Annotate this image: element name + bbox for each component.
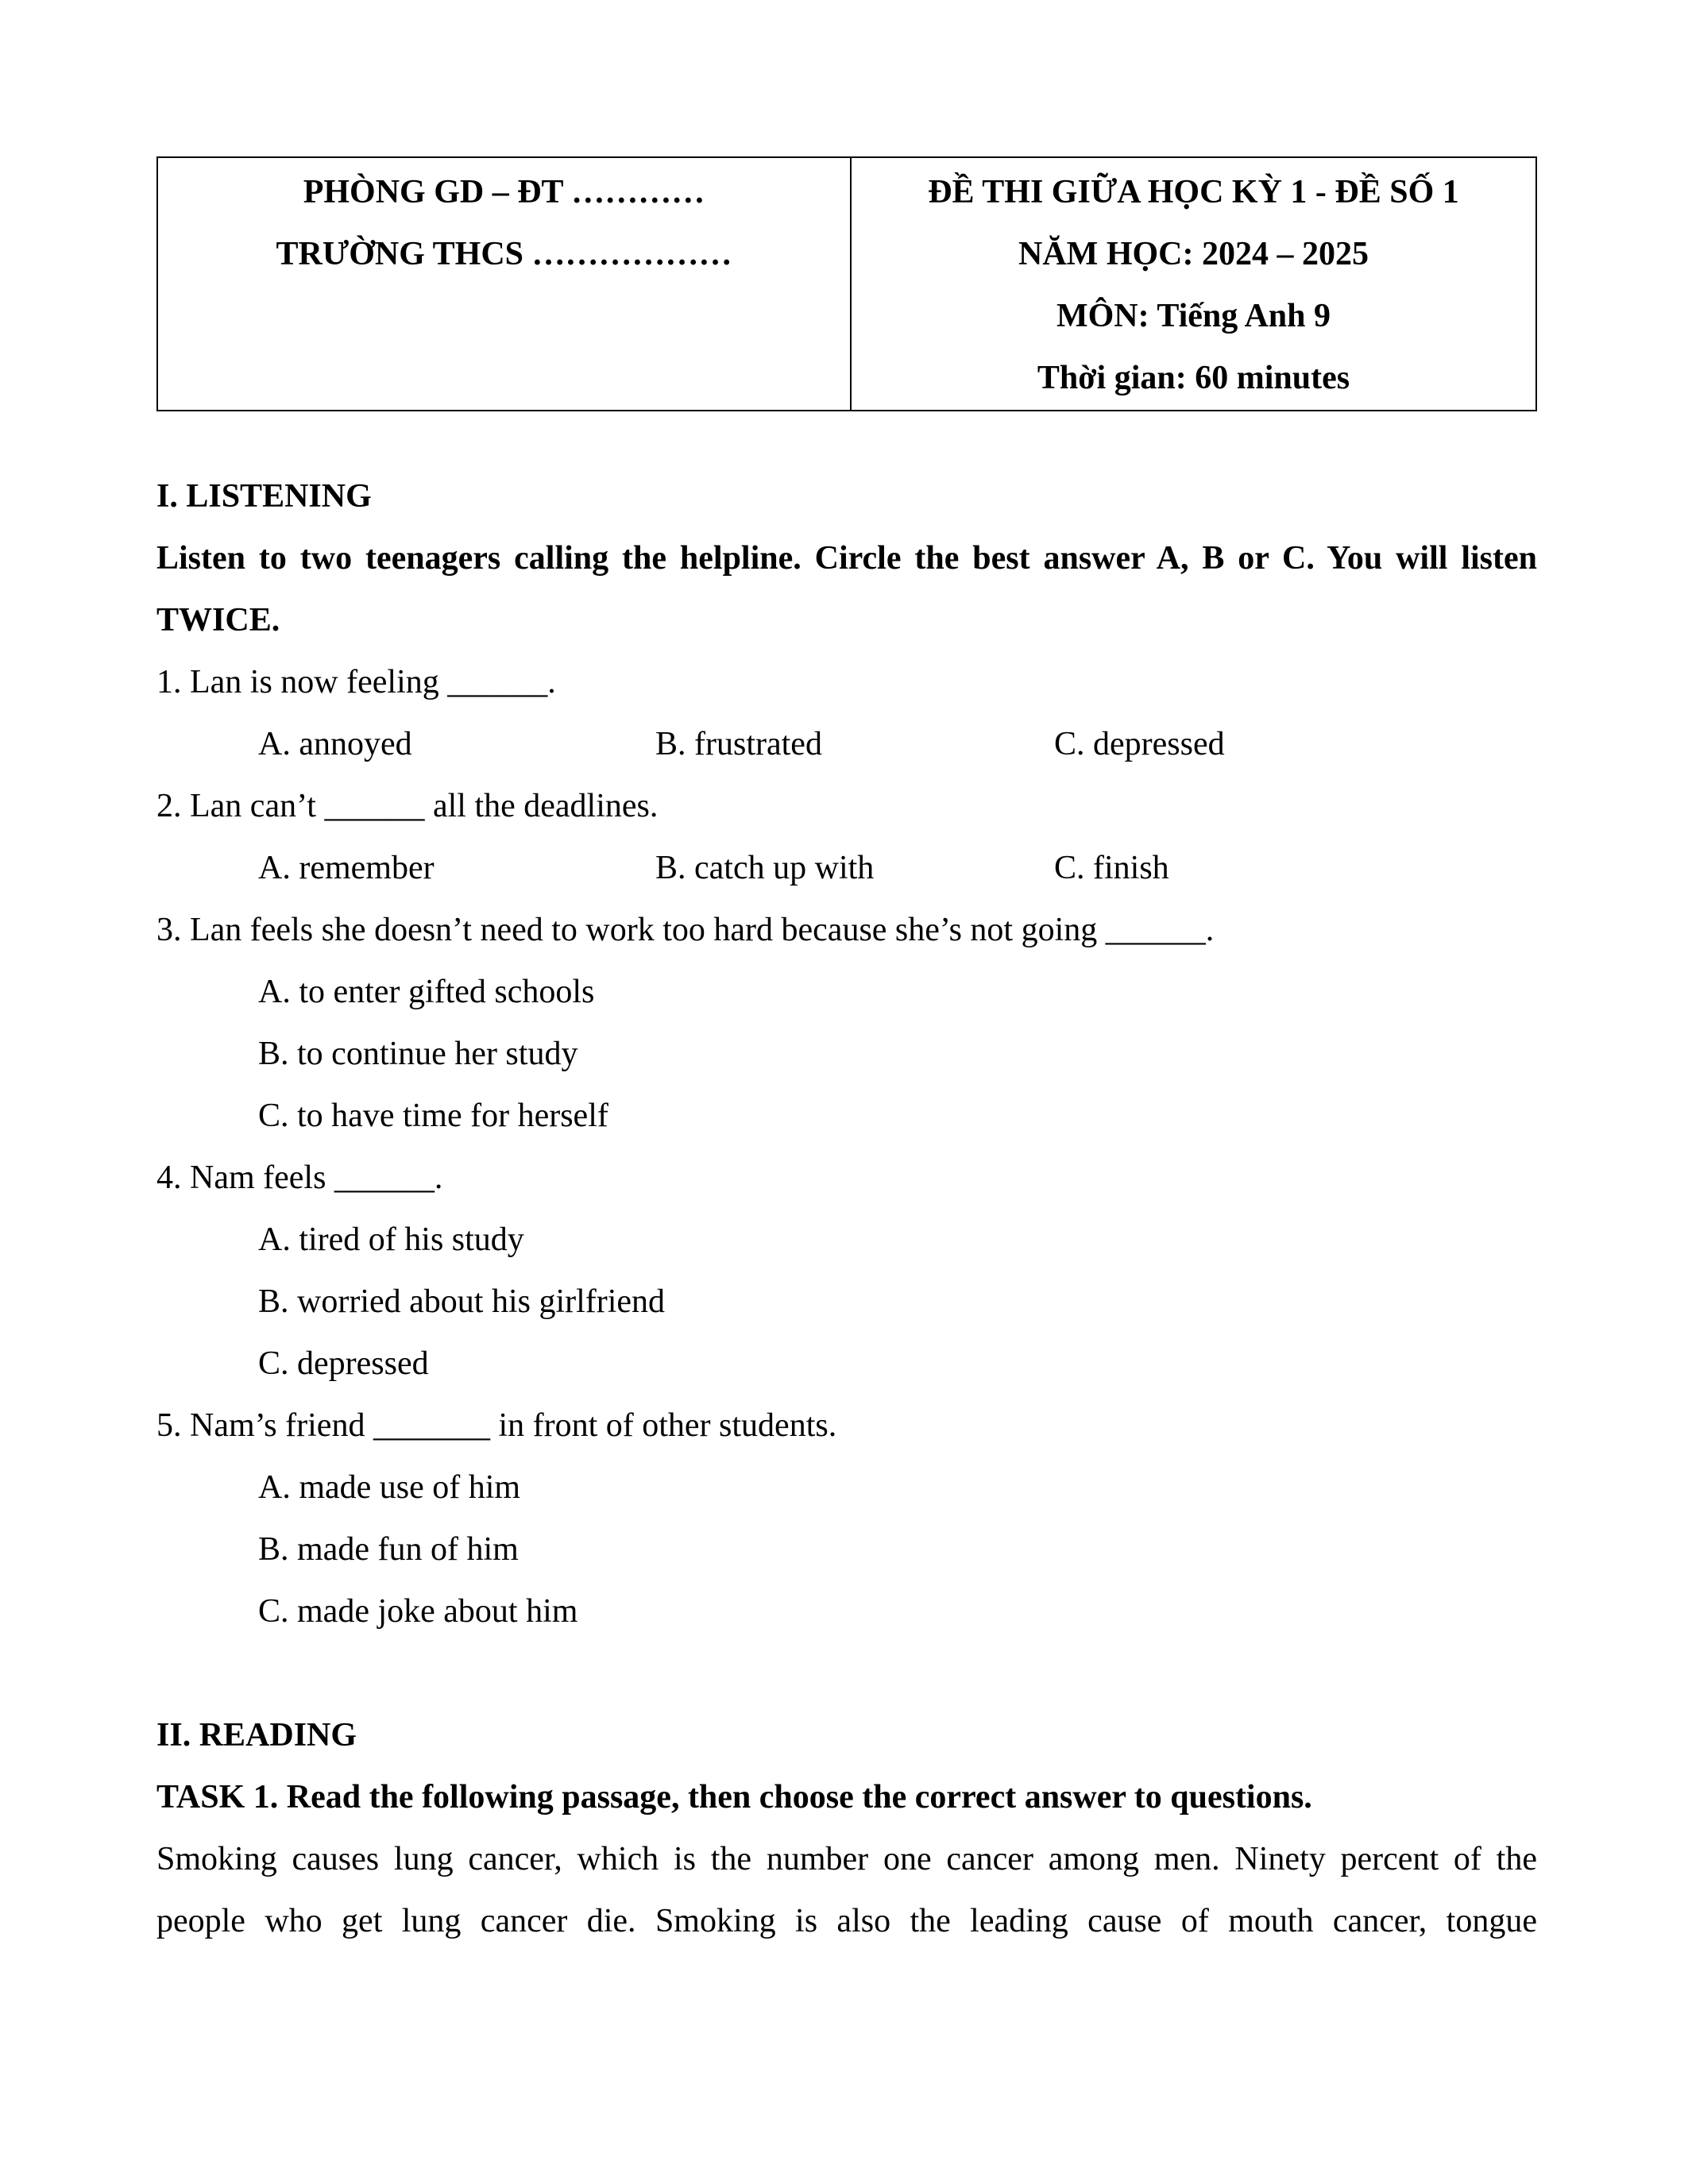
question-1: 1. Lan is now feeling ______. xyxy=(156,664,556,700)
question-1-options xyxy=(156,713,1537,775)
listening-heading: I. LISTENING xyxy=(156,478,372,515)
reading-task-1-instruction: TASK 1. Read the following passage, then choose the correct answer to questions. xyxy=(156,1779,1312,1815)
question-2-option-c: C. finish xyxy=(1054,850,1169,886)
header-right-cell xyxy=(851,157,1536,411)
question-5-option-b: B. made fun of him xyxy=(258,1531,519,1568)
question-4-option-c: C. depressed xyxy=(258,1345,429,1382)
reading-passage-line-2: people who get lung cancer die. Smoking is also the leading cause of mouth cancer, tongue xyxy=(156,1903,1537,1939)
question-1-option-b: B. frustrated xyxy=(655,726,822,762)
question-4-option-b: B. worried about his girlfriend xyxy=(258,1283,666,1320)
exam-title: ĐỀ THI GIỮA HỌC KỲ 1 - ĐỀ SỐ 1 xyxy=(928,174,1459,210)
question-3-option-c: C. to have time for herself xyxy=(258,1098,608,1134)
subject: MÔN: Tiếng Anh 9 xyxy=(1056,298,1331,334)
exam-header-table xyxy=(156,156,1537,411)
exam-body xyxy=(156,465,1537,1952)
listening-instruction-line-1: Listen to two teenagers calling the helpline. Circle the best answer A, B or C. You will listen xyxy=(156,540,1537,577)
question-3: 3. Lan feels she doesn’t need to work too hard because she’s not going ______. xyxy=(156,912,1215,948)
listening-instruction-line-2: TWICE. xyxy=(156,602,280,639)
reading-passage-line-1: Smoking causes lung cancer, which is the number one cancer among men. Ninety percent of the xyxy=(156,1841,1537,1877)
school-name: TRƯỜNG THCS ……………… xyxy=(276,236,732,272)
question-2: 2. Lan can’t ______ all the deadlines. xyxy=(156,788,659,824)
question-4-option-a: A. tired of his study xyxy=(258,1221,524,1258)
department-name: PHÒNG GD – ĐT ………… xyxy=(303,174,705,210)
question-1-option-c: C. depressed xyxy=(1054,726,1225,762)
header-left-cell xyxy=(157,157,851,411)
question-5-option-a: A. made use of him xyxy=(258,1469,521,1506)
reading-heading: II. READING xyxy=(156,1717,357,1754)
question-2-options xyxy=(156,837,1537,899)
section-spacer xyxy=(156,1642,1537,1704)
question-4: 4. Nam feels ______. xyxy=(156,1160,443,1196)
question-1-option-a: A. annoyed xyxy=(258,726,412,762)
question-5: 5. Nam’s friend _______ in front of other students. xyxy=(156,1407,837,1444)
question-3-option-a: A. to enter gifted schools xyxy=(258,974,595,1010)
question-2-option-b: B. catch up with xyxy=(655,850,875,886)
school-year: NĂM HỌC: 2024 – 2025 xyxy=(1018,236,1369,272)
question-5-option-c: C. made joke about him xyxy=(258,1593,578,1630)
duration: Thời gian: 60 minutes xyxy=(1037,360,1350,396)
question-3-option-b: B. to continue her study xyxy=(258,1036,578,1072)
question-2-option-a: A. remember xyxy=(258,850,435,886)
